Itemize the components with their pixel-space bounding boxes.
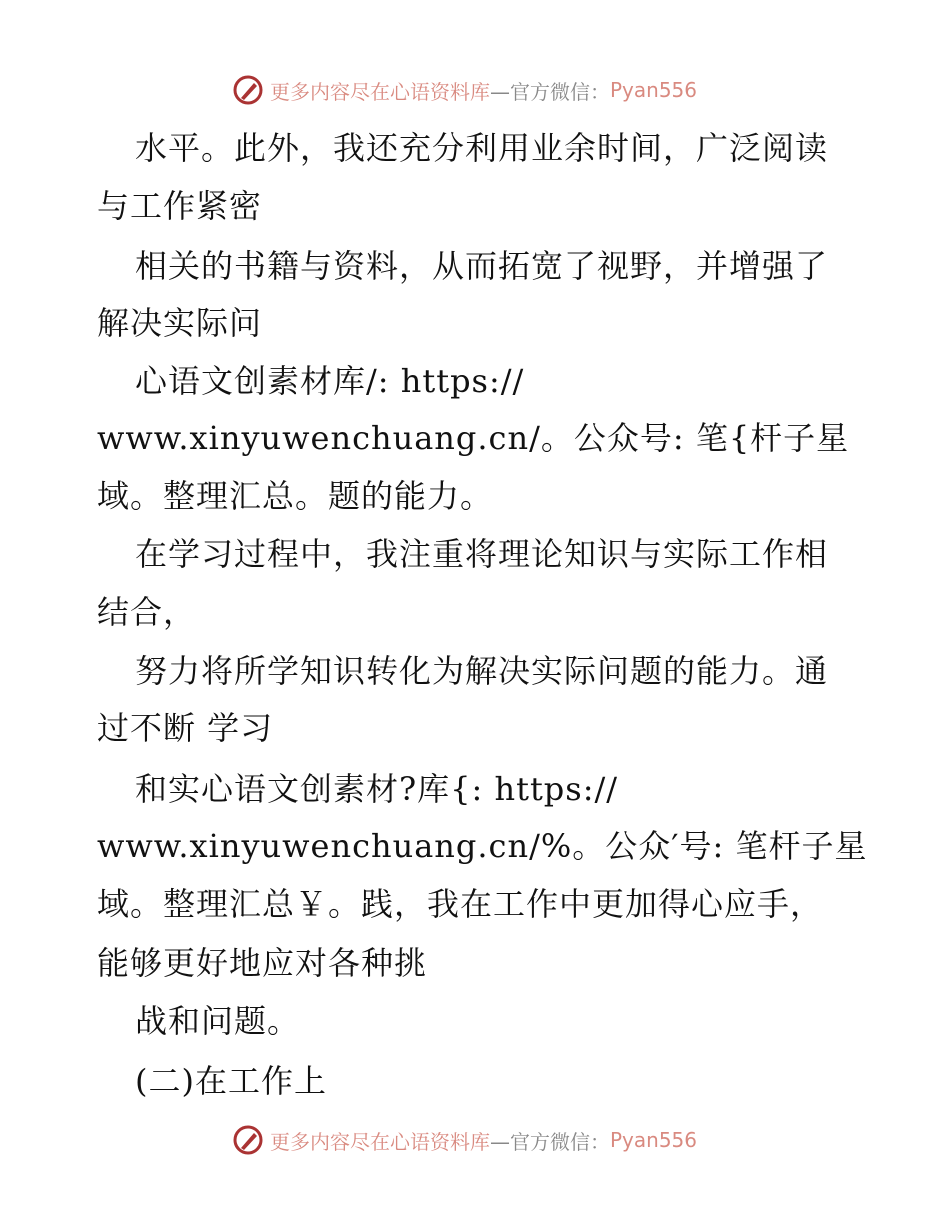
header-wechat-label: —官方微信： <box>490 79 610 104</box>
pen-logo-icon <box>232 74 264 106</box>
text-line: 解决实际问 <box>97 304 263 342</box>
text-line: (二)在工作上 <box>135 1062 327 1100</box>
footer-text: 更多内容尽在心语资料库 <box>270 1129 490 1154</box>
header-text: 更多内容尽在心语资料库 <box>270 79 490 104</box>
text-line: www.xinyuwenchuang.cn/。公众号: 笔{杆子星 <box>97 419 850 457</box>
footer-wechat-id: Pyan556 <box>610 1128 698 1152</box>
text-line: 心语文创素材库/: https:// <box>135 362 525 400</box>
text-line: 域。整理汇总。题的能力。 <box>97 477 494 515</box>
footer-wechat-label: —官方微信： <box>490 1129 610 1154</box>
text-line: 战和问题。 <box>135 1002 301 1040</box>
footer-banner <box>232 1120 697 1160</box>
text-line: 过不断 学习 <box>97 709 274 747</box>
text-line: 在学习过程中，我注重将理论知识与实际工作相 <box>135 535 829 573</box>
text-line: 域。整理汇总￥。践，我在工作中更加得心应手， <box>97 885 824 923</box>
text-line: 能够更好地应对各种挑 <box>97 944 428 982</box>
text-line: 努力将所学知识转化为解决实际问题的能力。通 <box>135 652 829 690</box>
text-line: 和实心语文创素材?库{: https:// <box>135 770 619 808</box>
text-line: 水平。此外，我还充分利用业余时间，广泛阅读 <box>135 129 829 167</box>
text-line: 相关的书籍与资料，从而拓宽了视野，并增强了 <box>135 247 829 285</box>
pen-logo-icon <box>232 1124 264 1156</box>
text-line: 与工作紧密 <box>97 187 263 225</box>
header-wechat-id: Pyan556 <box>610 78 698 102</box>
header-banner <box>232 70 697 110</box>
text-line: 结合， <box>97 593 197 631</box>
text-line: www.xinyuwenchuang.cn/%。公众′号: 笔杆子星 <box>97 827 868 865</box>
